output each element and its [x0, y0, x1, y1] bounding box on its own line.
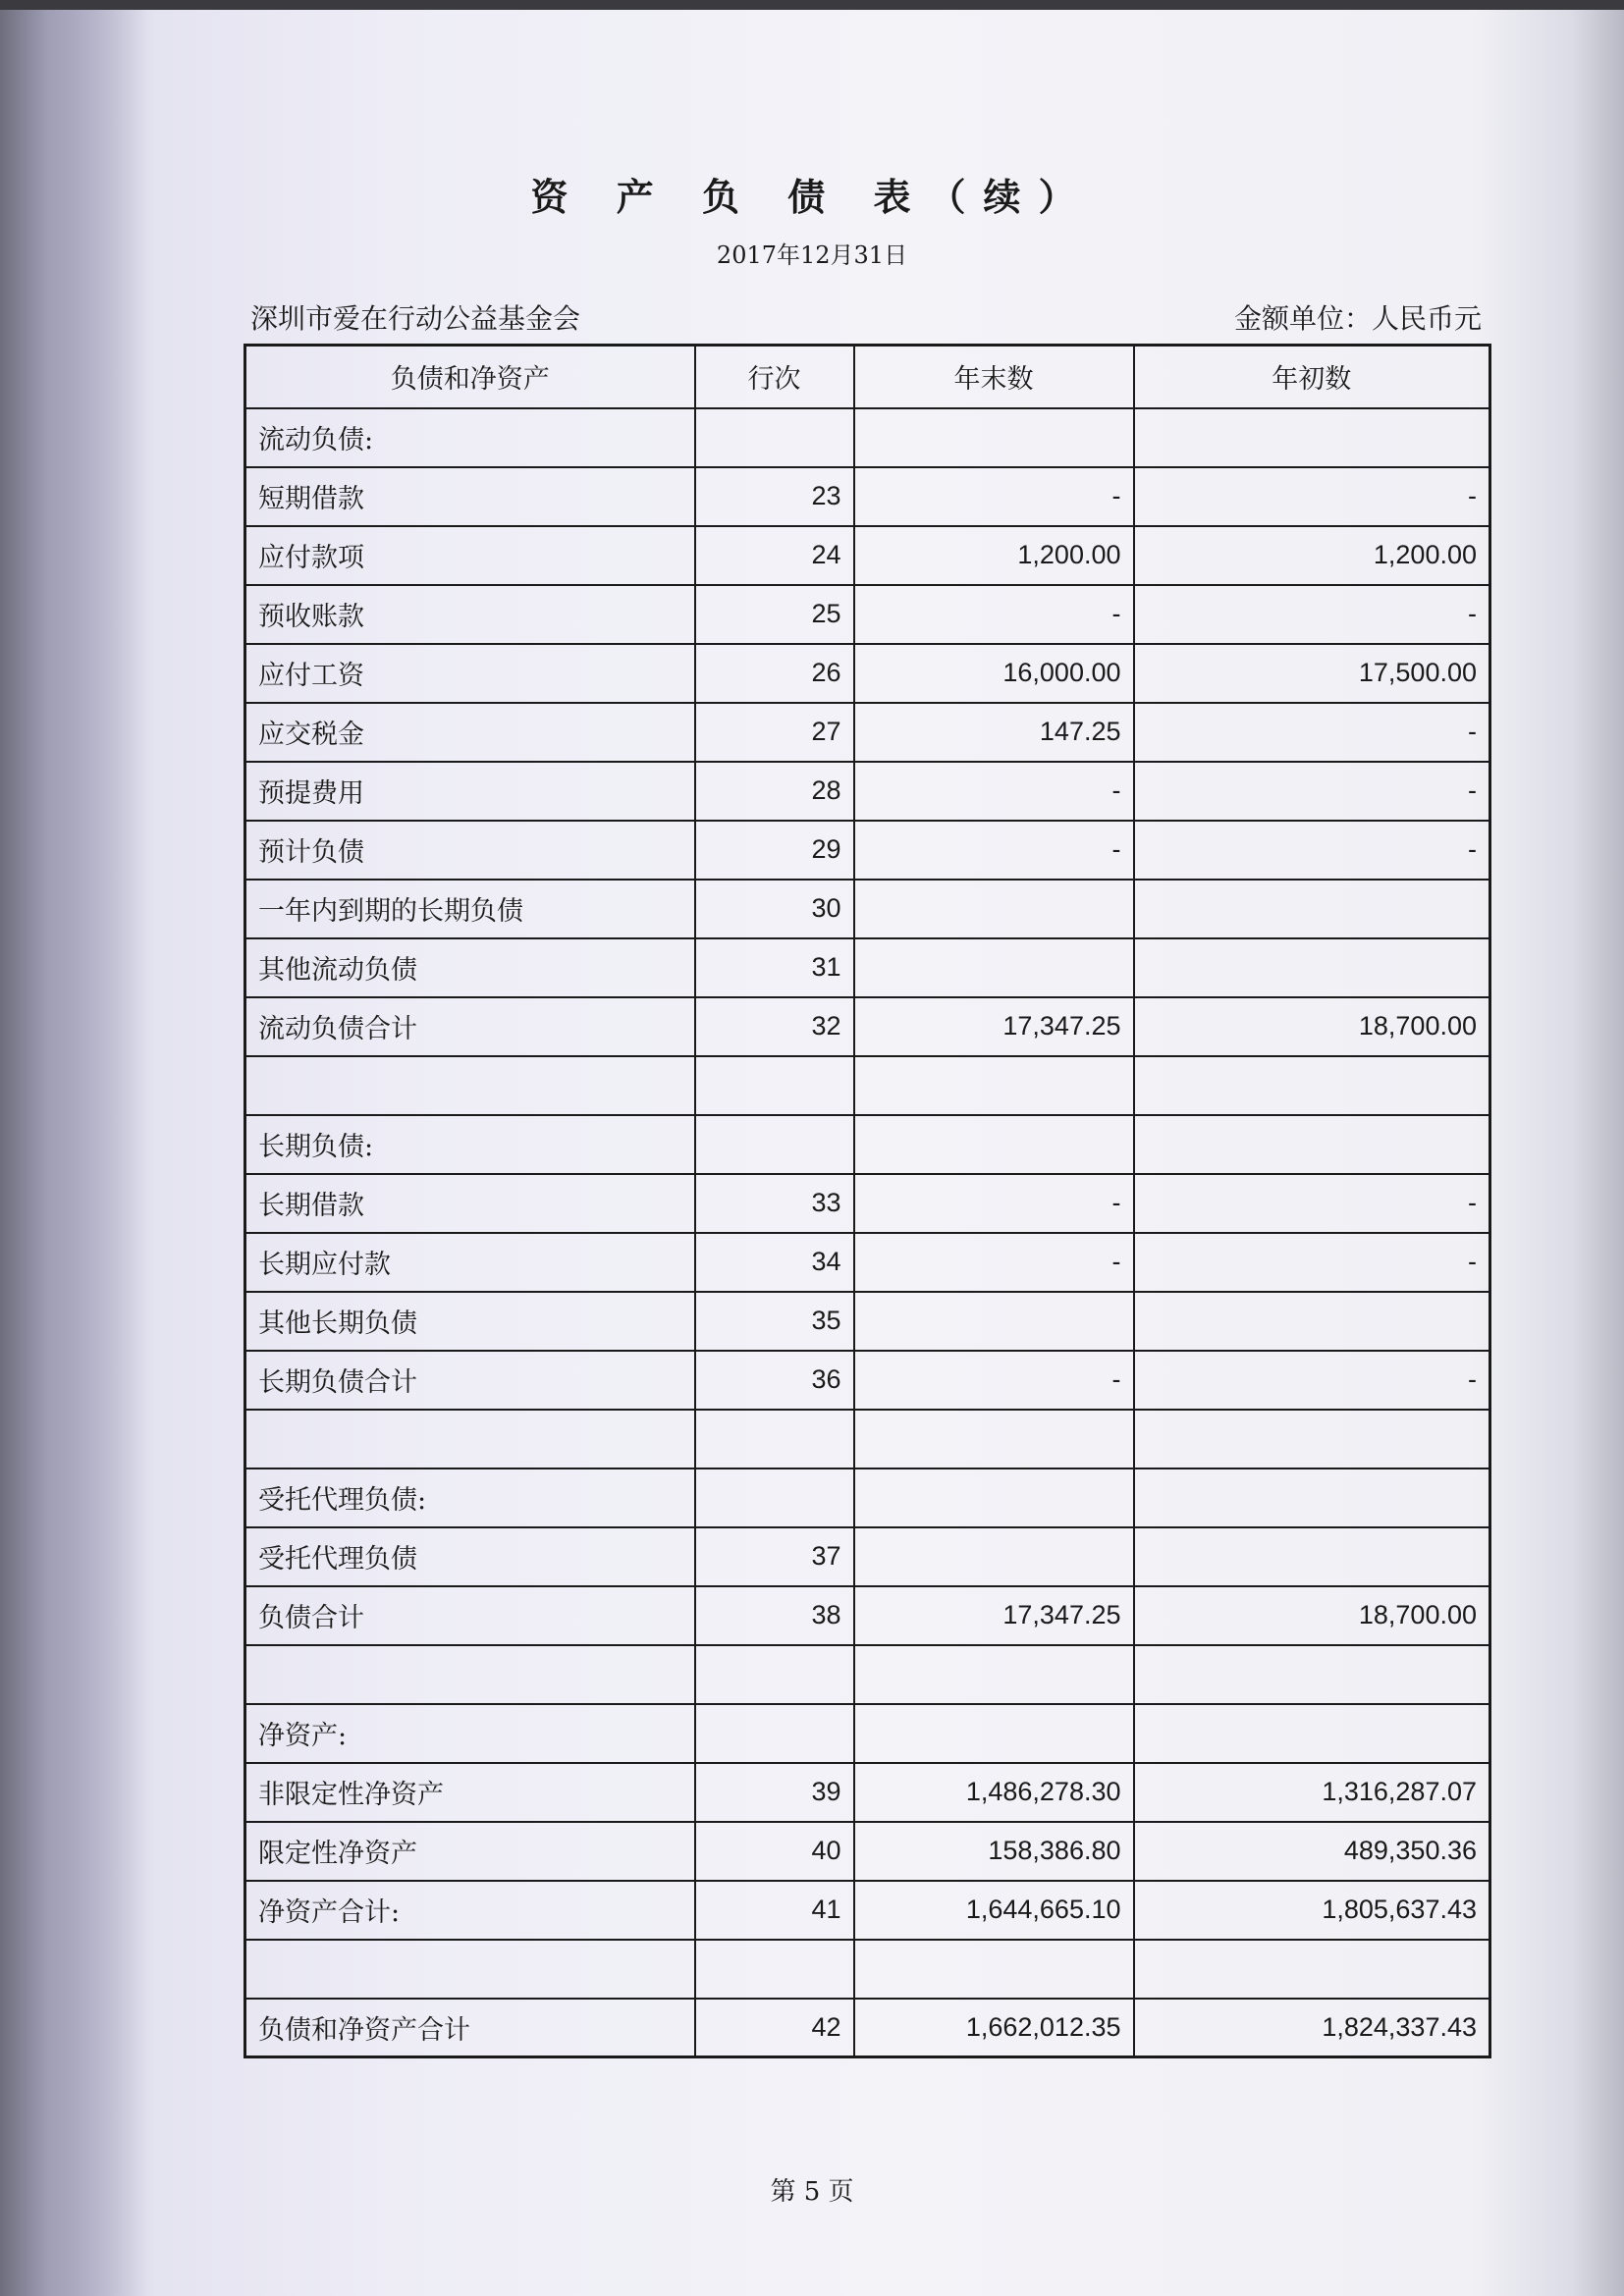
table-row: [245, 1645, 1490, 1704]
table-row: [245, 1999, 1490, 2057]
row-year-end: [854, 1645, 1134, 1704]
row-year-end: [854, 1704, 1134, 1763]
row-year-end: [854, 1468, 1134, 1527]
row-label: [245, 1645, 695, 1704]
row-year-begin: [1134, 1115, 1490, 1174]
table-row: [245, 1586, 1490, 1645]
row-line-no: 26: [695, 644, 854, 703]
row-label: 预提费用: [245, 762, 695, 821]
table-row: [245, 821, 1490, 880]
row-year-begin: 1,316,287.07: [1134, 1763, 1490, 1822]
row-label: 短期借款: [245, 467, 695, 526]
row-line-no: 37: [695, 1527, 854, 1586]
row-line-no: [695, 408, 854, 467]
row-year-end: -: [854, 1351, 1134, 1410]
row-year-begin: [1134, 1704, 1490, 1763]
row-line-no: 40: [695, 1822, 854, 1881]
row-year-end: [854, 408, 1134, 467]
row-label: 受托代理负债: [245, 1527, 695, 1586]
row-label: 预收账款: [245, 585, 695, 644]
row-line-no: [695, 1645, 854, 1704]
header-line-no: 行次: [695, 346, 854, 408]
row-label: 其他流动负债: [245, 938, 695, 997]
row-year-end: -: [854, 1174, 1134, 1233]
table-row: [245, 467, 1490, 526]
row-line-no: 24: [695, 526, 854, 585]
row-line-no: 23: [695, 467, 854, 526]
row-year-end: 158,386.80: [854, 1822, 1134, 1881]
page-number: 第 5 页: [770, 2177, 854, 2207]
header-year-end: 年末数: [854, 346, 1134, 408]
row-year-begin: -: [1134, 703, 1490, 762]
table-row: [245, 1351, 1490, 1410]
row-year-begin: 17,500.00: [1134, 644, 1490, 703]
report-date: 2017年12月31日: [716, 241, 908, 269]
row-line-no: 30: [695, 880, 854, 938]
row-year-begin: -: [1134, 821, 1490, 880]
table-row: [245, 1292, 1490, 1351]
row-label: 应付工资: [245, 644, 695, 703]
table-row: [245, 1056, 1490, 1115]
row-line-no: 32: [695, 997, 854, 1056]
row-line-no: 29: [695, 821, 854, 880]
row-year-end: [854, 1940, 1134, 1999]
header-year-begin: 年初数: [1134, 346, 1490, 408]
row-year-begin: -: [1134, 1233, 1490, 1292]
row-year-begin: [1134, 1645, 1490, 1704]
row-year-end: 17,347.25: [854, 1586, 1134, 1645]
table-row: [245, 408, 1490, 467]
table-row: [245, 938, 1490, 997]
row-label: [245, 1056, 695, 1115]
row-line-no: [695, 1468, 854, 1527]
row-label: 一年内到期的长期负债: [245, 880, 695, 938]
row-year-end: 1,662,012.35: [854, 1999, 1134, 2057]
row-label: 净资产合计:: [245, 1881, 695, 1940]
row-label: 应交税金: [245, 703, 695, 762]
table-row: [245, 644, 1490, 703]
table-row: [245, 1410, 1490, 1468]
currency-unit: 金额单位：人民币元: [1233, 302, 1482, 335]
table-row: [245, 762, 1490, 821]
row-label: [245, 1410, 695, 1468]
row-label: 长期应付款: [245, 1233, 695, 1292]
row-label: 其他长期负债: [245, 1292, 695, 1351]
page-title: 资 产 负 债 表（续）: [530, 175, 1094, 219]
row-year-begin: 1,824,337.43: [1134, 1999, 1490, 2057]
row-line-no: 36: [695, 1351, 854, 1410]
row-year-begin: [1134, 1292, 1490, 1351]
row-year-end: 1,200.00: [854, 526, 1134, 585]
row-line-no: 25: [695, 585, 854, 644]
row-label: 净资产:: [245, 1704, 695, 1763]
binding-gutter-shadow: [0, 0, 147, 2296]
row-year-begin: 18,700.00: [1134, 997, 1490, 1056]
row-label: 长期借款: [245, 1174, 695, 1233]
row-year-end: -: [854, 1233, 1134, 1292]
row-year-begin: 489,350.36: [1134, 1822, 1490, 1881]
table-row: [245, 1704, 1490, 1763]
row-line-no: [695, 1115, 854, 1174]
row-label: 流动负债合计: [245, 997, 695, 1056]
row-line-no: 34: [695, 1233, 854, 1292]
table-row: [245, 1763, 1490, 1822]
row-year-end: [854, 938, 1134, 997]
table-row: [245, 1881, 1490, 1940]
row-year-begin: -: [1134, 467, 1490, 526]
table-row: [245, 1115, 1490, 1174]
table-row: [245, 1940, 1490, 1999]
row-year-begin: [1134, 1940, 1490, 1999]
row-line-no: 28: [695, 762, 854, 821]
row-year-end: -: [854, 762, 1134, 821]
balance-sheet-table: [244, 344, 1491, 2058]
row-year-begin: [1134, 1527, 1490, 1586]
row-line-no: 39: [695, 1763, 854, 1822]
row-line-no: [695, 1940, 854, 1999]
row-year-begin: [1134, 938, 1490, 997]
row-label: 非限定性净资产: [245, 1763, 695, 1822]
row-year-begin: -: [1134, 762, 1490, 821]
row-line-no: 38: [695, 1586, 854, 1645]
table-row: [245, 526, 1490, 585]
row-year-begin: 1,805,637.43: [1134, 1881, 1490, 1940]
row-year-end: [854, 880, 1134, 938]
row-year-begin: [1134, 408, 1490, 467]
row-year-end: -: [854, 821, 1134, 880]
row-label: 负债和净资产合计: [245, 1999, 695, 2057]
row-year-begin: 18,700.00: [1134, 1586, 1490, 1645]
row-line-no: 31: [695, 938, 854, 997]
row-label: 应付款项: [245, 526, 695, 585]
row-line-no: 41: [695, 1881, 854, 1940]
row-year-end: [854, 1410, 1134, 1468]
row-label: 长期负债:: [245, 1115, 695, 1174]
row-line-no: [695, 1704, 854, 1763]
organization-name: 深圳市爱在行动公益基金会: [250, 302, 581, 335]
top-edge: [0, 0, 1624, 10]
table-row: [245, 585, 1490, 644]
row-line-no: 42: [695, 1999, 854, 2057]
row-year-end: 16,000.00: [854, 644, 1134, 703]
table-row: [245, 880, 1490, 938]
row-year-begin: -: [1134, 1351, 1490, 1410]
table-header-row: [245, 346, 1490, 408]
row-year-end: 1,644,665.10: [854, 1881, 1134, 1940]
header-item: 负债和净资产: [245, 346, 695, 408]
table-row: [245, 1233, 1490, 1292]
row-year-end: 1,486,278.30: [854, 1763, 1134, 1822]
row-label: 预计负债: [245, 821, 695, 880]
row-year-begin: [1134, 1468, 1490, 1527]
row-line-no: 35: [695, 1292, 854, 1351]
row-line-no: 33: [695, 1174, 854, 1233]
row-year-end: -: [854, 585, 1134, 644]
row-year-end: -: [854, 467, 1134, 526]
row-line-no: 27: [695, 703, 854, 762]
row-year-end: [854, 1115, 1134, 1174]
table-row: [245, 1468, 1490, 1527]
table-row: [245, 1174, 1490, 1233]
row-label: 流动负债:: [245, 408, 695, 467]
row-label: 长期负债合计: [245, 1351, 695, 1410]
row-year-begin: [1134, 880, 1490, 938]
row-year-end: [854, 1056, 1134, 1115]
table-row: [245, 703, 1490, 762]
row-line-no: [695, 1410, 854, 1468]
row-label: 限定性净资产: [245, 1822, 695, 1881]
table-row: [245, 997, 1490, 1056]
row-label: 负债合计: [245, 1586, 695, 1645]
row-year-end: 17,347.25: [854, 997, 1134, 1056]
row-year-begin: -: [1134, 585, 1490, 644]
row-year-begin: [1134, 1410, 1490, 1468]
row-year-begin: -: [1134, 1174, 1490, 1233]
row-label: [245, 1940, 695, 1999]
table-row: [245, 1822, 1490, 1881]
table-row: [245, 1527, 1490, 1586]
row-year-end: [854, 1292, 1134, 1351]
row-year-begin: 1,200.00: [1134, 526, 1490, 585]
row-year-end: [854, 1527, 1134, 1586]
row-year-begin: [1134, 1056, 1490, 1115]
row-line-no: [695, 1056, 854, 1115]
row-label: 受托代理负债:: [245, 1468, 695, 1527]
row-year-end: 147.25: [854, 703, 1134, 762]
